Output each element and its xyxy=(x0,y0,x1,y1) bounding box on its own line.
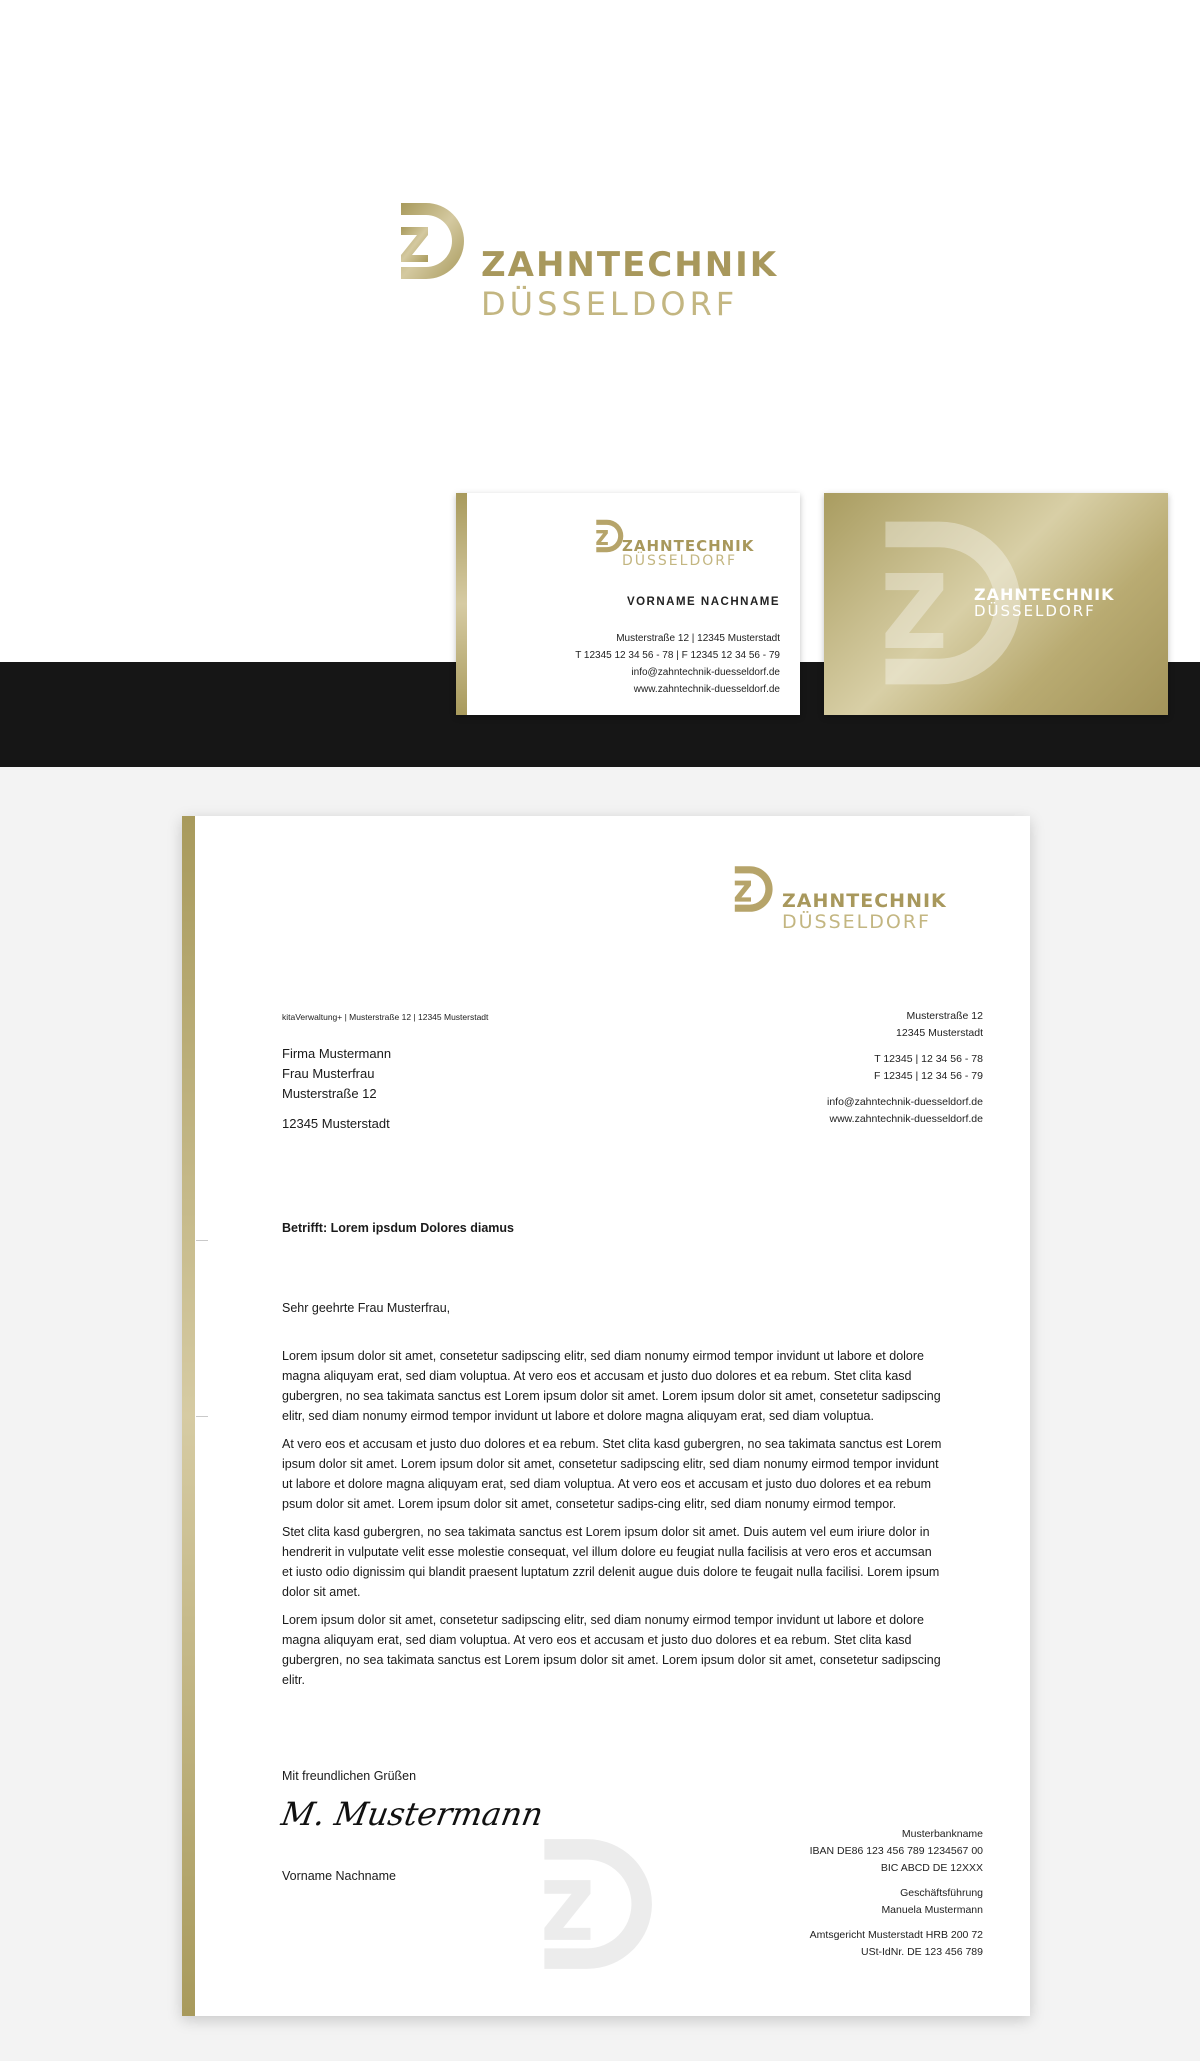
card-gold-bar xyxy=(456,493,467,715)
card-logo-subtitle: DÜSSELDORF xyxy=(622,553,738,569)
fold-mark-top xyxy=(196,1240,208,1241)
letter-logo-subtitle: DÜSSELDORF xyxy=(782,911,931,933)
card-address: Musterstraße 12 | 12345 Musterstadt xyxy=(616,633,780,644)
fold-mark-bottom xyxy=(196,1416,208,1417)
recipient-line: Firma Mustermann xyxy=(282,1046,392,1061)
recipient-block xyxy=(282,1044,391,1134)
business-card-back xyxy=(824,493,1168,715)
card-email: info@zahntechnik-duesseldorf.de xyxy=(631,667,780,678)
card-contact xyxy=(575,630,780,698)
logo-zd-icon xyxy=(733,864,775,914)
contact-block xyxy=(827,1008,983,1128)
logo-zd-icon xyxy=(595,518,625,554)
letter-logo-title: ZAHNTECHNIK xyxy=(782,890,947,912)
footer-block xyxy=(810,1826,983,1961)
logo-subtitle: DÜSSELDORF xyxy=(481,285,739,323)
logo-zd-icon xyxy=(398,200,468,282)
contact-email: info@zahntechnik-duesseldorf.de xyxy=(826,1096,983,1108)
bank-bic: BIC ABCD DE 12XXX xyxy=(880,1862,983,1874)
recipient-city: 12345 Musterstadt xyxy=(282,1116,390,1131)
court-registration: Amtsgericht Musterstadt HRB 200 72 xyxy=(809,1929,983,1941)
subject-line: Betrifft: Lorem ipsdum Dolores diamus xyxy=(282,1221,514,1235)
letter-body xyxy=(282,1346,944,1698)
card-back-logo-subtitle: DÜSSELDORF xyxy=(974,602,1096,620)
logo-zd-watermark-icon xyxy=(539,1834,659,1974)
card-web: www.zahntechnik-duesseldorf.de xyxy=(633,684,780,695)
body-paragraph: Stet clita kasd gubergren, no sea takimata sanctus est Lorem ipsum dolor sit amet. Duis autem vel eum iriure dolor in hendrerit in vulputate velit esse molestie consequat, vel illum dolore eu feugiat nulla facilisis at vero eros et accumsan et iusto odio dignissim qui blandit praesent luptatum zzril delenit augue duis dolore te feugait nulla facilisi. Lorem ipsum dolor sit amet. xyxy=(282,1525,940,1599)
recipient-line: Musterstraße 12 xyxy=(282,1086,377,1101)
body-paragraph: Lorem ipsum dolor sit amet, consetetur sadipscing elitr, sed diam nonumy eirmod tempor invidunt ut labore et dolore magna aliquyam erat, sed diam voluptua. At vero eos et accusam et justo duo dolores et ea rebum. Stet clita kasd gubergren, no sea takimata sanctus est Lorem ipsum dolor sit amet. Lorem ipsum dolor sit amet, consetetur sadipscing elitr. xyxy=(282,1613,941,1687)
signature: M. Mustermann xyxy=(278,1795,546,1833)
contact-fax: F 12345 | 12 34 56 - 79 xyxy=(874,1070,983,1082)
bank-name: Musterbankname xyxy=(901,1828,983,1840)
contact-web: www.zahntechnik-duesseldorf.de xyxy=(829,1113,983,1125)
manager-name: Manuela Mustermann xyxy=(881,1904,983,1916)
recipient-line: Frau Musterfrau xyxy=(282,1066,375,1081)
letterhead-page xyxy=(182,816,1030,2016)
contact-phone: T 12345 | 12 34 56 - 78 xyxy=(874,1053,983,1065)
body-paragraph: At vero eos et accusam et justo duo dolores et ea rebum. Stet clita kasd gubergren, no sea takimata sanctus est Lorem ipsum dolor sit amet. Lorem ipsum dolor sit amet, consetetur sadipscing elitr, sed diam nonumy eirmod tempor invidunt ut labore et dolore magna aliquyam erat, sed diam voluptua. At vero eos et accusam et justo duo dolores et ea rebum psum dolor sit amet. Lorem ipsum dolor sit amet, consetetur sadips-cing elitr, sed diam nonumy eirmod tempor. xyxy=(282,1437,942,1511)
card-back-logo-title: ZAHNTECHNIK xyxy=(974,585,1115,604)
signer-name: Vorname Nachname xyxy=(282,1869,396,1883)
card-name: VORNAME NACHNAME xyxy=(626,596,780,608)
logo-title: ZAHNTECHNIK xyxy=(481,245,779,285)
business-card-front xyxy=(456,493,800,715)
card-logo-title: ZAHNTECHNIK xyxy=(622,537,755,555)
main-logo xyxy=(398,200,818,325)
contact-street: Musterstraße 12 xyxy=(906,1010,983,1022)
contact-city: 12345 Musterstadt xyxy=(896,1027,983,1039)
management-label: Geschäftsführung xyxy=(900,1887,983,1899)
letter-gold-bar xyxy=(182,816,195,2016)
vat-id: USt-IdNr. DE 123 456 789 xyxy=(861,1946,983,1958)
bank-iban: IBAN DE86 123 456 789 1234567 00 xyxy=(809,1845,983,1857)
greeting: Sehr geehrte Frau Musterfrau, xyxy=(282,1301,451,1315)
body-paragraph: Lorem ipsum dolor sit amet, consetetur sadipscing elitr, sed diam nonumy eirmod tempor invidunt ut labore et dolore magna aliquyam erat, sed diam voluptua. At vero eos et accusam et justo duo dolores et ea rebum. Stet clita kasd gubergren, no sea takimata sanctus est Lorem ipsum dolor sit amet. Lorem ipsum dolor sit amet, consetetur sadipscing elitr, sed diam nonumy eirmod tempor invidunt ut labore et dolore magna aliquyam erat, sed diam voluptua. xyxy=(282,1349,941,1423)
closing: Mit freundlichen Grüßen xyxy=(282,1769,417,1783)
card-phone: T 12345 12 34 56 - 78 | F 12345 12 34 56 - 79 xyxy=(575,650,780,661)
sender-line: kitaVerwaltung+ | Musterstraße 12 | 12345 Musterstadt xyxy=(282,1012,489,1022)
